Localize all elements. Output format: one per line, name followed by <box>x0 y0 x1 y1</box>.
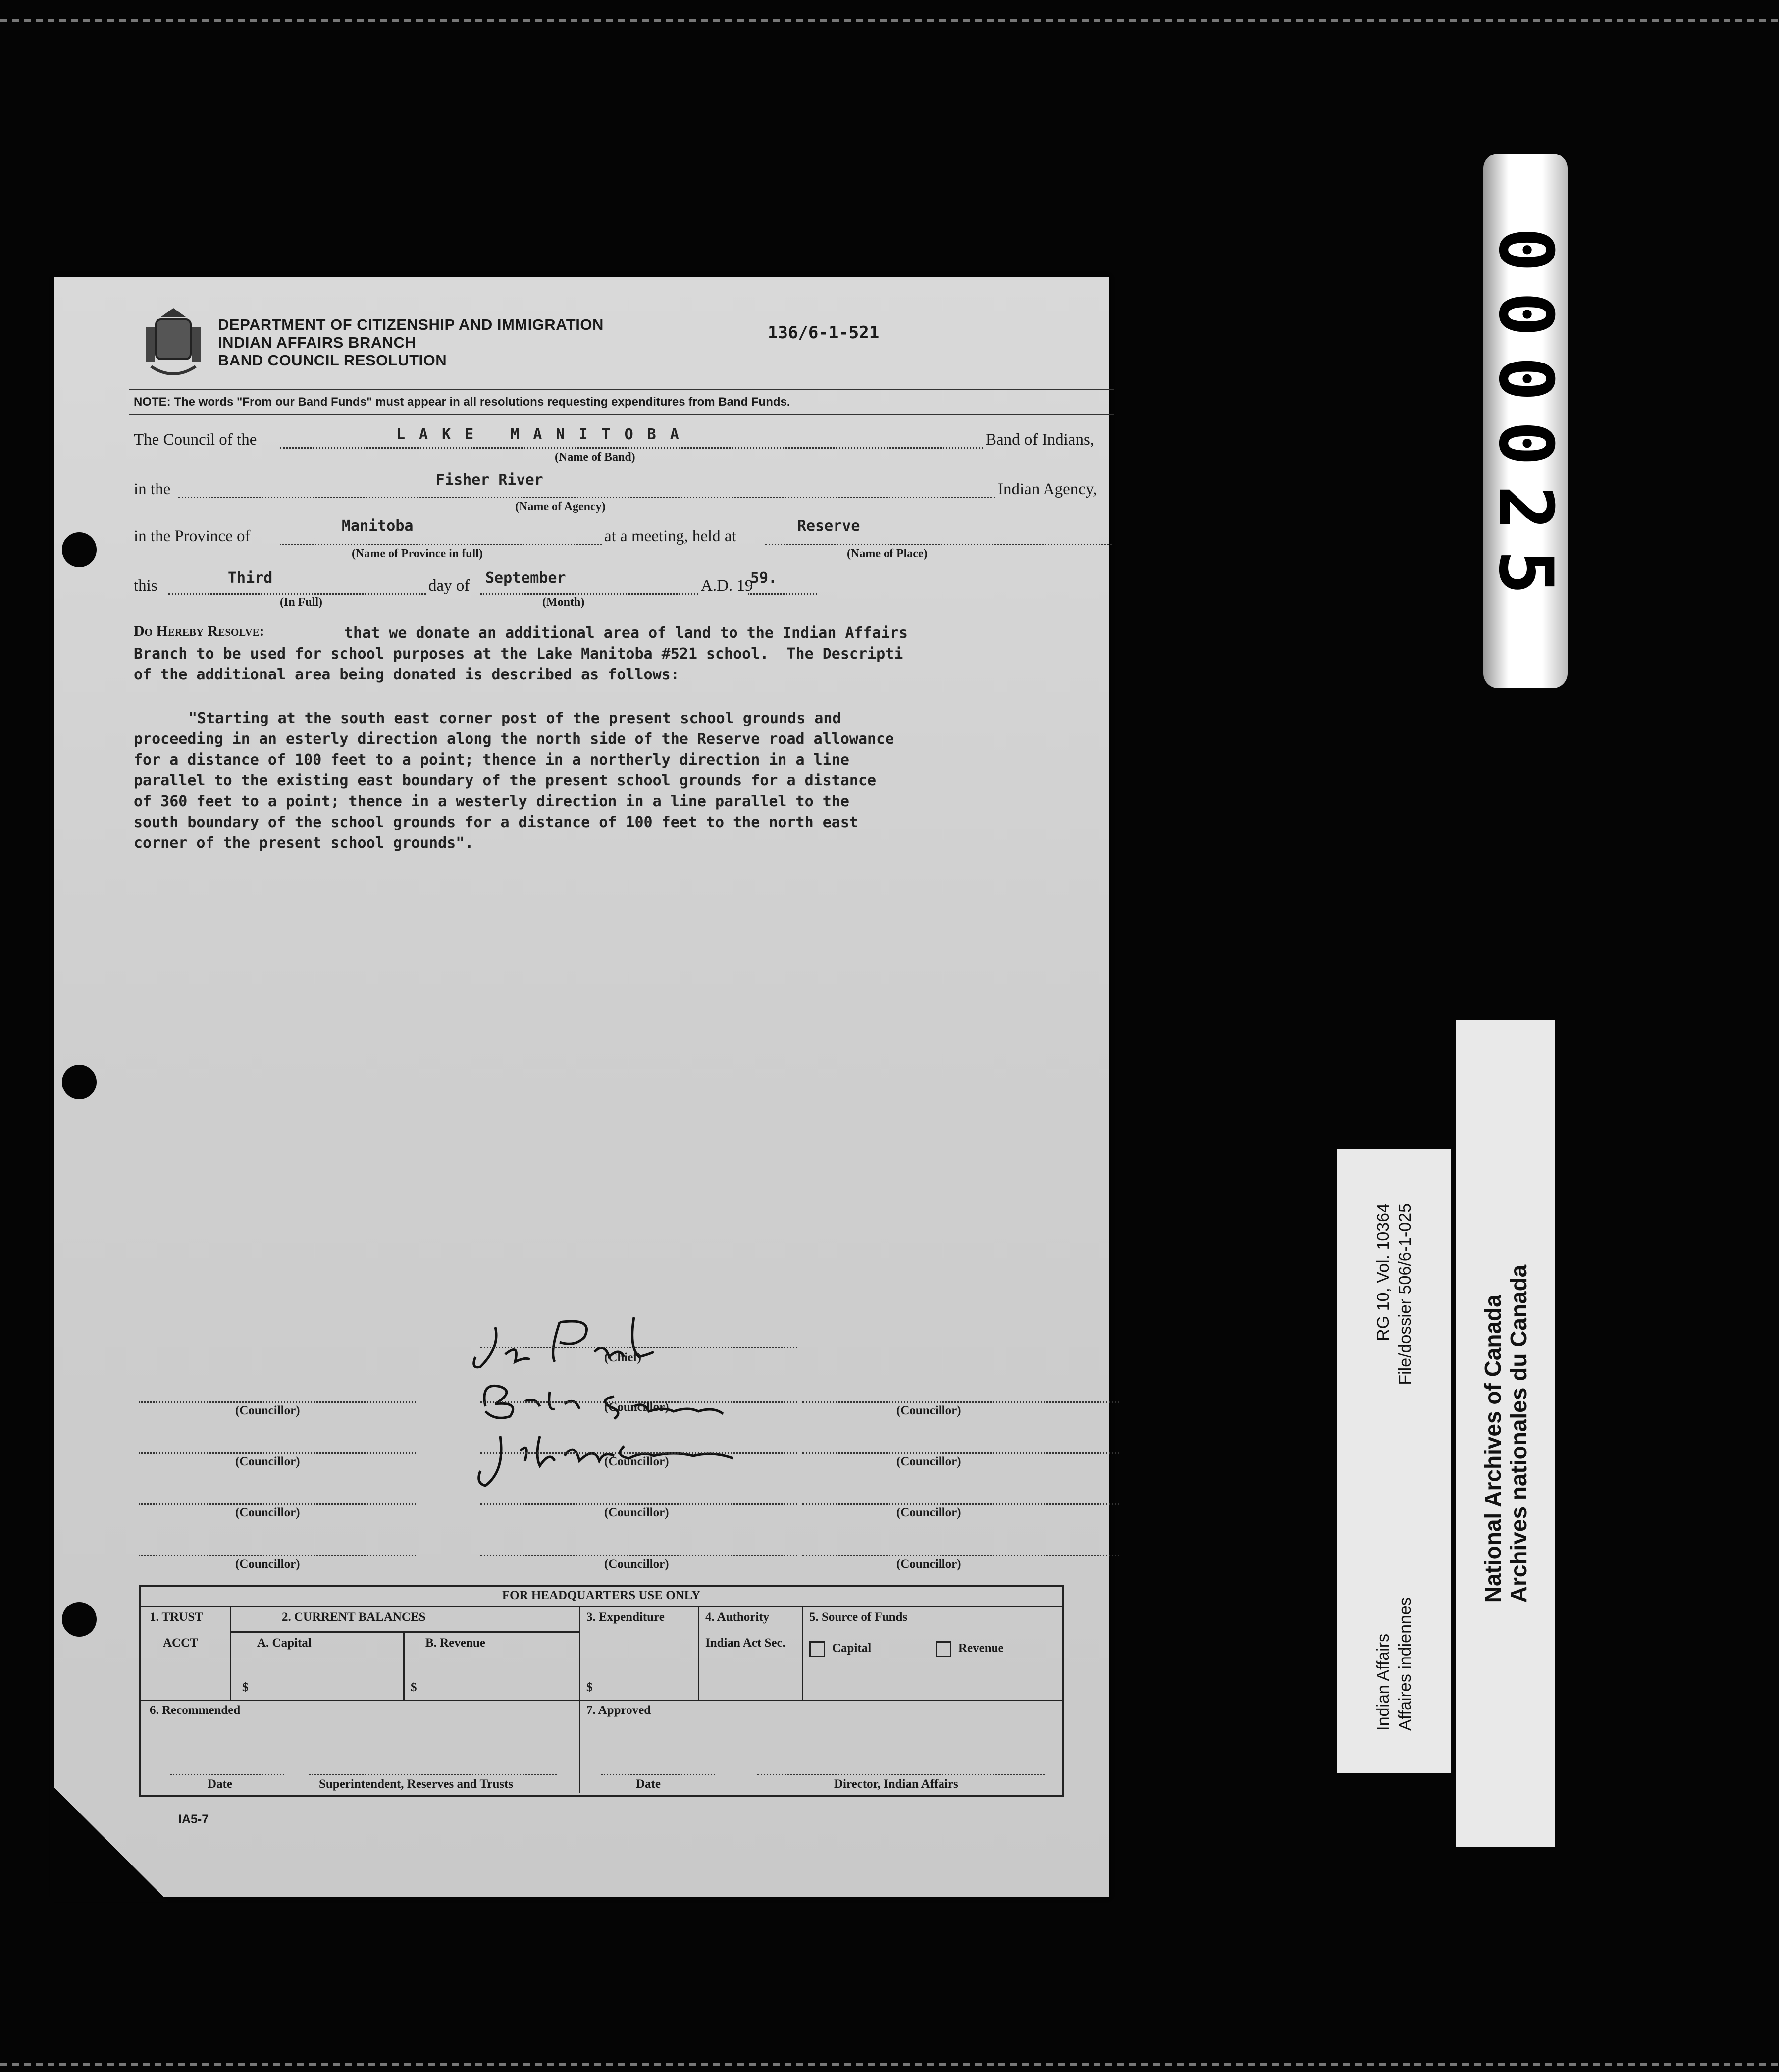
councillor-line <box>802 1401 1119 1403</box>
month-value: September <box>485 570 566 587</box>
header-rule <box>129 389 1114 390</box>
month-caption: (Month) <box>542 596 585 609</box>
resolution-line-1: that we donate an additional area of land to the Indian Affairs <box>344 624 908 642</box>
trust-label: 1. TRUST <box>150 1610 203 1624</box>
description-line-7: corner of the present school grounds". <box>134 834 474 852</box>
expenditure-dollar: $ <box>586 1681 593 1694</box>
province-value: Manitoba <box>342 518 414 535</box>
in-the-label: in the <box>134 480 171 498</box>
councillor-label: (Councillor) <box>896 1455 961 1468</box>
headquarters-use-table <box>139 1585 1064 1797</box>
province-line <box>280 544 602 545</box>
revenue-dollar: $ <box>411 1681 417 1694</box>
recommended-label: 6. Recommended <box>150 1704 241 1717</box>
capital-balance-label: A. Capital <box>257 1636 312 1650</box>
councillor-line <box>139 1401 416 1403</box>
archive-reference-label <box>1337 1149 1451 1773</box>
year-line <box>748 593 817 595</box>
branch-title: INDIAN AFFAIRS BRANCH <box>218 334 417 351</box>
councillor-label: (Councillor) <box>235 1506 300 1519</box>
source-revenue-option[interactable] <box>936 1641 1004 1657</box>
place-value: Reserve <box>797 518 860 535</box>
councillor-line <box>139 1503 416 1505</box>
archives-name-en: National Archives of Canada <box>1480 1295 1506 1603</box>
councillor-label: (Councillor) <box>604 1557 669 1571</box>
acct-label: ACCT <box>163 1636 198 1650</box>
agency-caption: (Name of Agency) <box>515 500 606 513</box>
hq-divider <box>579 1700 580 1793</box>
national-archives-label <box>1456 1020 1555 1847</box>
resolution-line-3: of the additional area being donated is described as follows: <box>134 666 680 683</box>
current-balances-label: 2. CURRENT BALANCES <box>282 1610 426 1624</box>
councillor-line <box>480 1452 797 1454</box>
approved-label: 7. Approved <box>586 1704 651 1717</box>
file-number: 136/6-1-521 <box>768 323 880 343</box>
punch-hole <box>62 1065 97 1099</box>
hq-divider <box>230 1631 579 1633</box>
agency-value: Fisher River <box>436 471 543 489</box>
source-capital-label: Capital <box>832 1641 872 1655</box>
hq-divider <box>698 1606 699 1700</box>
band-name-line <box>280 447 983 449</box>
description-line-3: for a distance of 100 feet to a point; thence in a northerly direction in a line <box>134 751 849 769</box>
frame-number: 000025 <box>1482 227 1569 615</box>
approved-date-line <box>601 1774 715 1775</box>
province-label: in the Province of <box>134 527 251 545</box>
band-name-caption: (Name of Band) <box>555 451 635 464</box>
band-name-value: LAKE MANITOBA <box>396 426 693 443</box>
hq-divider <box>141 1606 1062 1607</box>
do-hereby-resolve-label: Do Hereby Resolve: <box>134 623 264 639</box>
description-line-5: of 360 feet to a point; thence in a westerly direction in a line parallel to the <box>134 793 849 810</box>
place-line <box>765 544 1112 545</box>
source-revenue-label: Revenue <box>958 1641 1004 1655</box>
band-of-indians-label: Band of Indians, <box>986 431 1095 449</box>
description-line-4: parallel to the existing east boundary of the present school grounds for a distance <box>134 772 877 789</box>
month-line <box>480 593 698 595</box>
source-capital-option[interactable] <box>809 1641 871 1657</box>
province-caption: (Name of Province in full) <box>352 547 483 560</box>
this-label: this <box>134 577 157 595</box>
councillor-label: (Councillor) <box>235 1404 300 1417</box>
punch-hole <box>62 1602 97 1637</box>
reference-file: File/dossier 506/6-1-025 <box>1396 1203 1414 1385</box>
hq-divider <box>230 1606 231 1700</box>
department-en: Indian Affairs <box>1374 1633 1393 1731</box>
recommended-date-line <box>170 1774 284 1775</box>
description-line-2: proceeding in an esterly direction along the north side of the Reserve road allowance <box>134 730 894 748</box>
councillor-label: (Councillor) <box>896 1557 961 1571</box>
councillor-line <box>802 1452 1119 1454</box>
top-dashed-border <box>0 19 1779 22</box>
councillor-label: (Councillor) <box>896 1404 961 1417</box>
department-fr: Affaires indiennes <box>1396 1597 1414 1731</box>
superintendent-label: Superintendent, Reserves and Trusts <box>319 1777 514 1791</box>
councillor-line <box>480 1555 797 1556</box>
day-value: Third <box>228 570 273 587</box>
band-funds-note: NOTE: The words "From our Band Funds" must appear in all resolutions requesting expenditures from Band Funds. <box>134 395 790 409</box>
department-title: DEPARTMENT OF CITIZENSHIP AND IMMIGRATION <box>218 316 604 333</box>
expenditure-label: 3. Expenditure <box>586 1610 665 1624</box>
year-value: 59. <box>750 570 778 587</box>
director-line <box>757 1774 1045 1775</box>
councillor-label: (Councillor) <box>235 1557 300 1571</box>
day-line <box>168 593 426 595</box>
capital-dollar: $ <box>242 1681 249 1694</box>
councillor-line <box>139 1452 416 1454</box>
councillor-line <box>802 1503 1119 1505</box>
meeting-label: at a meeting, held at <box>604 527 736 545</box>
approved-date-label: Date <box>636 1777 661 1791</box>
hq-divider <box>579 1606 580 1700</box>
indian-agency-label: Indian Agency, <box>998 480 1097 498</box>
revenue-checkbox[interactable] <box>936 1641 951 1657</box>
place-caption: (Name of Place) <box>847 547 928 560</box>
councillor-label: (Councillor) <box>235 1455 300 1468</box>
description-line-1: "Starting at the south east corner post of the present school grounds and <box>188 710 841 727</box>
director-label: Director, Indian Affairs <box>834 1777 958 1791</box>
punch-hole <box>62 532 97 567</box>
councillor-line <box>480 1503 797 1505</box>
superintendent-line <box>309 1774 557 1775</box>
day-caption: (In Full) <box>280 596 323 609</box>
form-header <box>218 316 604 369</box>
councillor-line <box>802 1555 1119 1556</box>
recommended-date-label: Date <box>208 1777 232 1791</box>
indian-act-label: Indian Act Sec. <box>705 1636 785 1650</box>
chief-signature-line <box>480 1347 797 1348</box>
hq-divider <box>802 1606 803 1700</box>
council-of-label: The Council of the <box>134 431 257 449</box>
hq-divider <box>141 1700 1062 1701</box>
day-of-label: day of <box>428 577 470 595</box>
form-code: IA5-7 <box>178 1813 209 1826</box>
folded-corner <box>50 1783 168 1902</box>
agency-line <box>178 497 995 498</box>
coat-of-arms-icon <box>141 307 206 384</box>
revenue-balance-label: B. Revenue <box>425 1636 485 1650</box>
councillor-label: (Councillor) <box>604 1400 669 1414</box>
form-title: BAND COUNCIL RESOLUTION <box>218 352 447 369</box>
capital-checkbox[interactable] <box>809 1641 825 1657</box>
hq-title: FOR HEADQUARTERS USE ONLY <box>502 1589 701 1602</box>
reference-volume: RG 10, Vol. 10364 <box>1374 1203 1393 1341</box>
frame-number-label <box>1483 154 1568 688</box>
authority-label: 4. Authority <box>705 1610 770 1624</box>
councillor-label: (Councillor) <box>896 1506 961 1519</box>
bottom-dashed-border <box>0 2063 1779 2066</box>
resolution-line-2: Branch to be used for school purposes at the Lake Manitoba #521 school. The Descripti <box>134 645 903 663</box>
councillor-label: (Councillor) <box>604 1506 669 1519</box>
archives-name-fr: Archives nationales du Canada <box>1506 1264 1531 1603</box>
band-council-resolution-form <box>54 277 1109 1897</box>
source-of-funds-label: 5. Source of Funds <box>809 1610 908 1624</box>
hq-divider <box>403 1631 405 1700</box>
chief-label: (Chief) <box>604 1351 641 1364</box>
description-line-6: south boundary of the school grounds for a distance of 100 feet to the north east <box>134 814 858 831</box>
note-rule <box>129 414 1114 415</box>
councillor-line <box>139 1555 416 1556</box>
councillor-label: (Councillor) <box>604 1455 669 1468</box>
ad-label: A.D. 19 <box>701 577 753 595</box>
